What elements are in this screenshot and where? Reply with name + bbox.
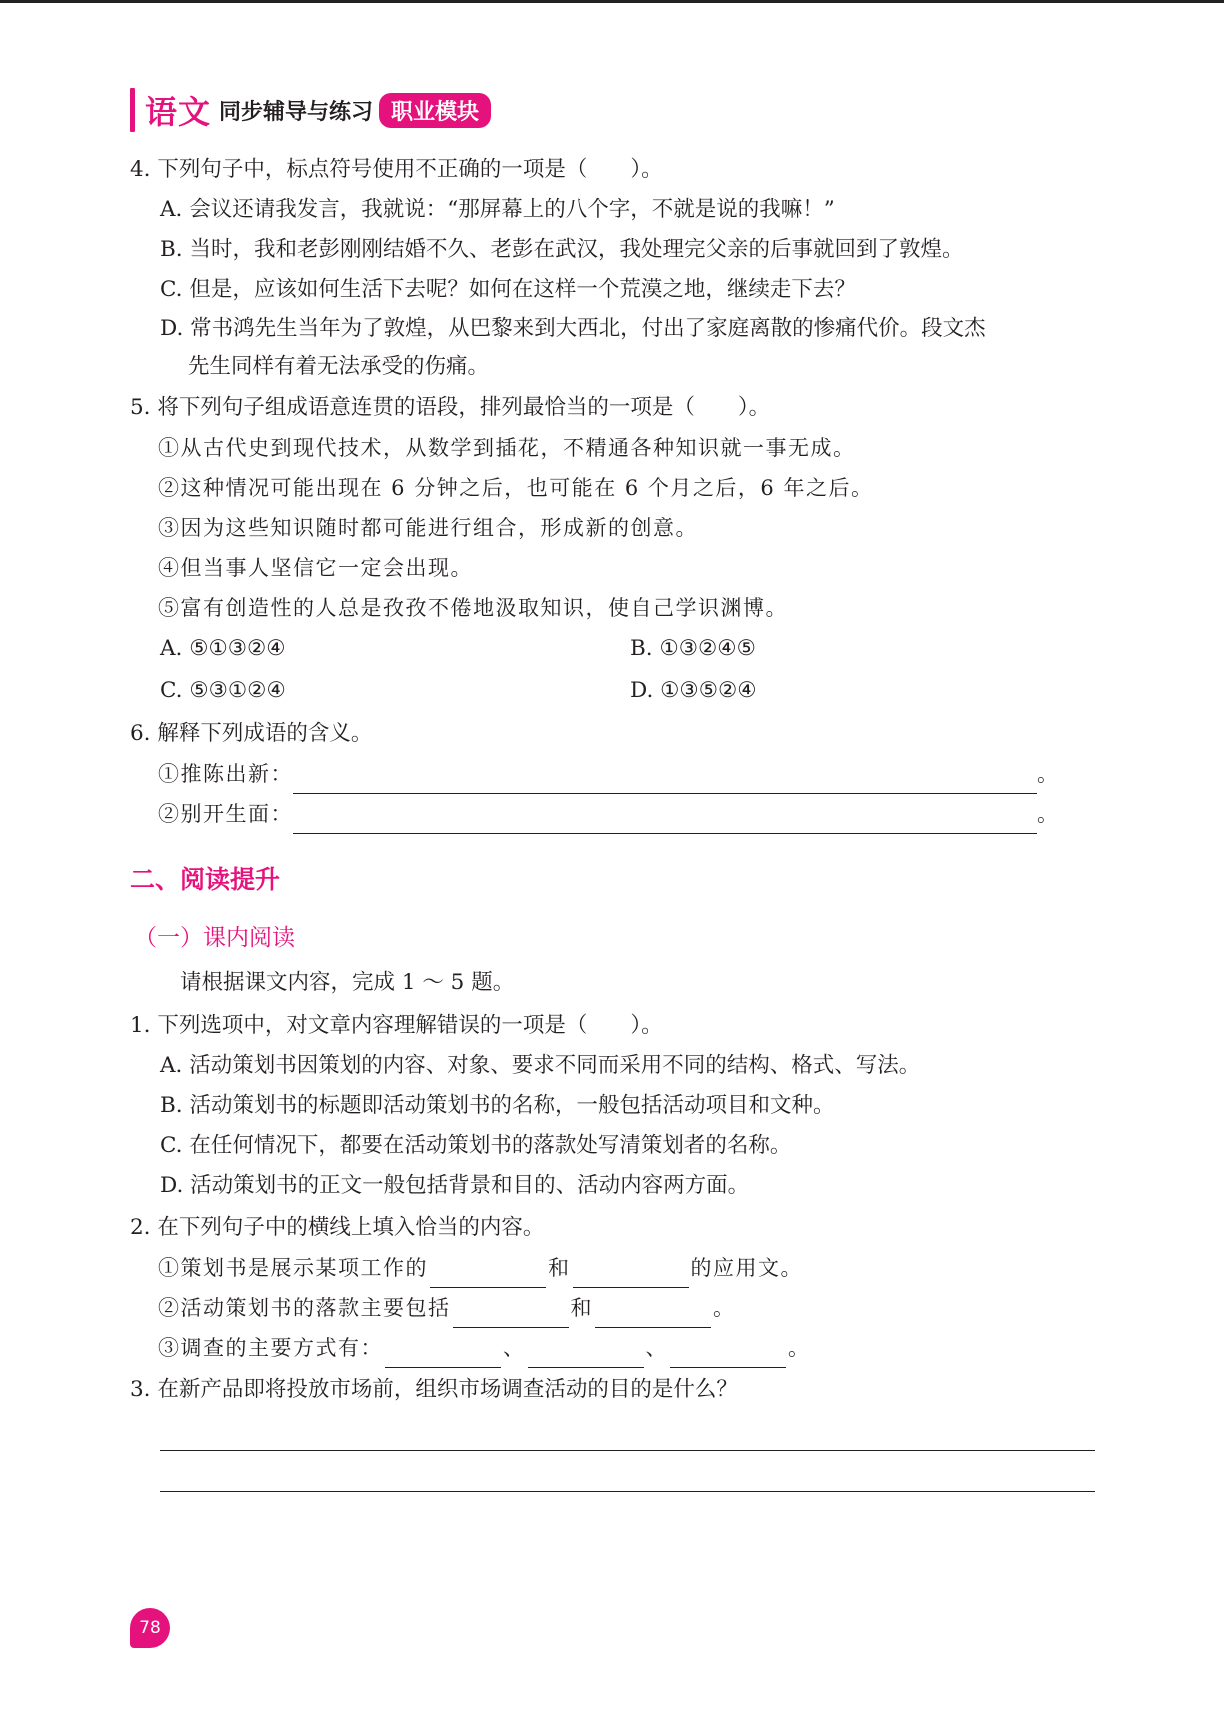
r2-item-2	[130, 1288, 1100, 1328]
r2-item-2-post: 。	[713, 1296, 736, 1320]
q4-option-d	[130, 310, 1100, 386]
q5-options-row-2	[130, 670, 1100, 712]
q6-item-2	[130, 794, 1100, 834]
q6-item-2-label: ②别开生面：	[158, 802, 293, 826]
page-number-badge: 78	[130, 1608, 170, 1648]
page-header	[130, 88, 491, 132]
r2-item-2-mid: 和	[570, 1296, 593, 1320]
header-subject: 语文	[145, 93, 212, 131]
r2-item-3-blank-2[interactable]	[528, 1341, 644, 1368]
q5-sentence-3: ③因为这些知识随时都可能进行组合，形成新的创意。	[158, 516, 698, 540]
section-title: 二、阅读提升	[130, 865, 281, 894]
worksheet-content	[130, 148, 1100, 1492]
q6-item-1	[130, 754, 1100, 794]
q6-item-2-end: 。	[1037, 802, 1060, 826]
q5-option-b: B. ①③②④⑤	[630, 636, 756, 661]
q5-sentence-5: ⑤富有创造性的人总是孜孜不倦地汲取知识，使自己学识渊博。	[158, 596, 788, 620]
r2-item-1-blank-2[interactable]	[573, 1261, 689, 1288]
q4-option-b: B. 当时，我和老彭刚刚结婚不久、老彭在武汉，我处理完父亲的后事就回到了敦煌。	[160, 237, 964, 262]
q6-item-1-answer-blank[interactable]	[293, 765, 1037, 794]
q6-item-1-label: ①推陈出新：	[158, 762, 293, 786]
q5-option-a: A. ⑤①③②④	[160, 636, 286, 661]
section-instruction: 请根据课文内容，完成 1 ～ 5 题。	[180, 970, 515, 995]
r2-item-2-pre: ②活动策划书的落款主要包括	[158, 1296, 451, 1320]
q5-sentence-2: ②这种情况可能出现在 6 分钟之后，也可能在 6 个月之后，6 年之后。	[158, 476, 874, 500]
r2-item-2-blank-2[interactable]	[595, 1301, 711, 1328]
r2-item-2-blank-1[interactable]	[453, 1301, 569, 1328]
r3-answer-line-1[interactable]	[160, 1410, 1095, 1451]
r2-item-1-post: 的应用文。	[690, 1256, 803, 1280]
q6-item-2-answer-blank[interactable]	[293, 805, 1037, 834]
q5-sentence-1: ①从古代史到现代技术，从数学到插花，不精通各种知识就一事无成。	[158, 436, 856, 460]
r1-option-c: C. 在任何情况下，都要在活动策划书的落款处写清策划者的名称。	[160, 1133, 792, 1158]
q4-option-d-line1: D. 常书鸿先生当年为了敦煌，从巴黎来到大西北，付出了家庭离散的惨痛代价。段文杰	[160, 316, 986, 341]
r2-item-3-post: 。	[788, 1336, 811, 1360]
q5-option-d: D. ①③⑤②④	[630, 678, 757, 703]
r1-option-d: D. 活动策划书的正文一般包括背景和目的、活动内容两方面。	[160, 1173, 750, 1198]
q4-option-a: A. 会议还请我发言，我就说：“那屏幕上的八个字，不就是说的我嘛！”	[160, 197, 835, 222]
r2-item-1-mid: 和	[548, 1256, 571, 1280]
q5-option-c: C. ⑤③①②④	[160, 678, 286, 703]
header-accent-bar	[130, 88, 135, 132]
header-series: 同步辅导与练习	[219, 99, 374, 125]
r2-item-1	[130, 1248, 1100, 1288]
r2-stem: 2. 在下列句子中的横线上填入恰当的内容。	[130, 1215, 545, 1240]
top-rule	[0, 0, 1224, 3]
r2-item-3-blank-3[interactable]	[670, 1341, 786, 1368]
subsection-title: （一）课内阅读	[134, 925, 295, 951]
q5-options-row-1	[130, 628, 1100, 670]
r3-stem: 3. 在新产品即将投放市场前，组织市场调查活动的目的是什么？	[130, 1377, 738, 1402]
q4-option-d-line2: 先生同样有着无法承受的伤痛。	[188, 354, 490, 379]
q4-option-c: C. 但是，应该如何生活下去呢？如何在这样一个荒漠之地，继续走下去？	[160, 277, 856, 302]
q6-stem: 6. 解释下列成语的含义。	[130, 721, 373, 746]
r3-answer-line-2[interactable]	[160, 1451, 1095, 1492]
r2-item-1-pre: ①策划书是展示某项工作的	[158, 1256, 428, 1280]
q6-item-1-end: 。	[1037, 762, 1060, 786]
r2-item-3	[130, 1328, 1100, 1368]
q5-sentence-4: ④但当事人坚信它一定会出现。	[158, 556, 473, 580]
r2-item-3-sep-1: 、	[503, 1336, 526, 1360]
r2-item-3-pre: ③调查的主要方式有：	[158, 1336, 383, 1360]
r2-item-3-blank-1[interactable]	[385, 1341, 501, 1368]
r2-item-3-sep-2: 、	[645, 1336, 668, 1360]
r1-stem: 1. 下列选项中，对文章内容理解错误的一项是（ ）。	[130, 1013, 663, 1038]
r1-option-a: A. 活动策划书因策划的内容、对象、要求不同而采用不同的结构、格式、写法。	[160, 1053, 921, 1078]
q5-stem: 5. 将下列句子组成语意连贯的语段，排列最恰当的一项是（ ）。	[130, 395, 771, 420]
r2-item-1-blank-1[interactable]	[430, 1261, 546, 1288]
header-module-badge: 职业模块	[379, 93, 491, 128]
r1-option-b: B. 活动策划书的标题即活动策划书的名称，一般包括活动项目和文种。	[160, 1093, 835, 1118]
q4-stem: 4. 下列句子中，标点符号使用不正确的一项是（ ）。	[130, 157, 663, 182]
